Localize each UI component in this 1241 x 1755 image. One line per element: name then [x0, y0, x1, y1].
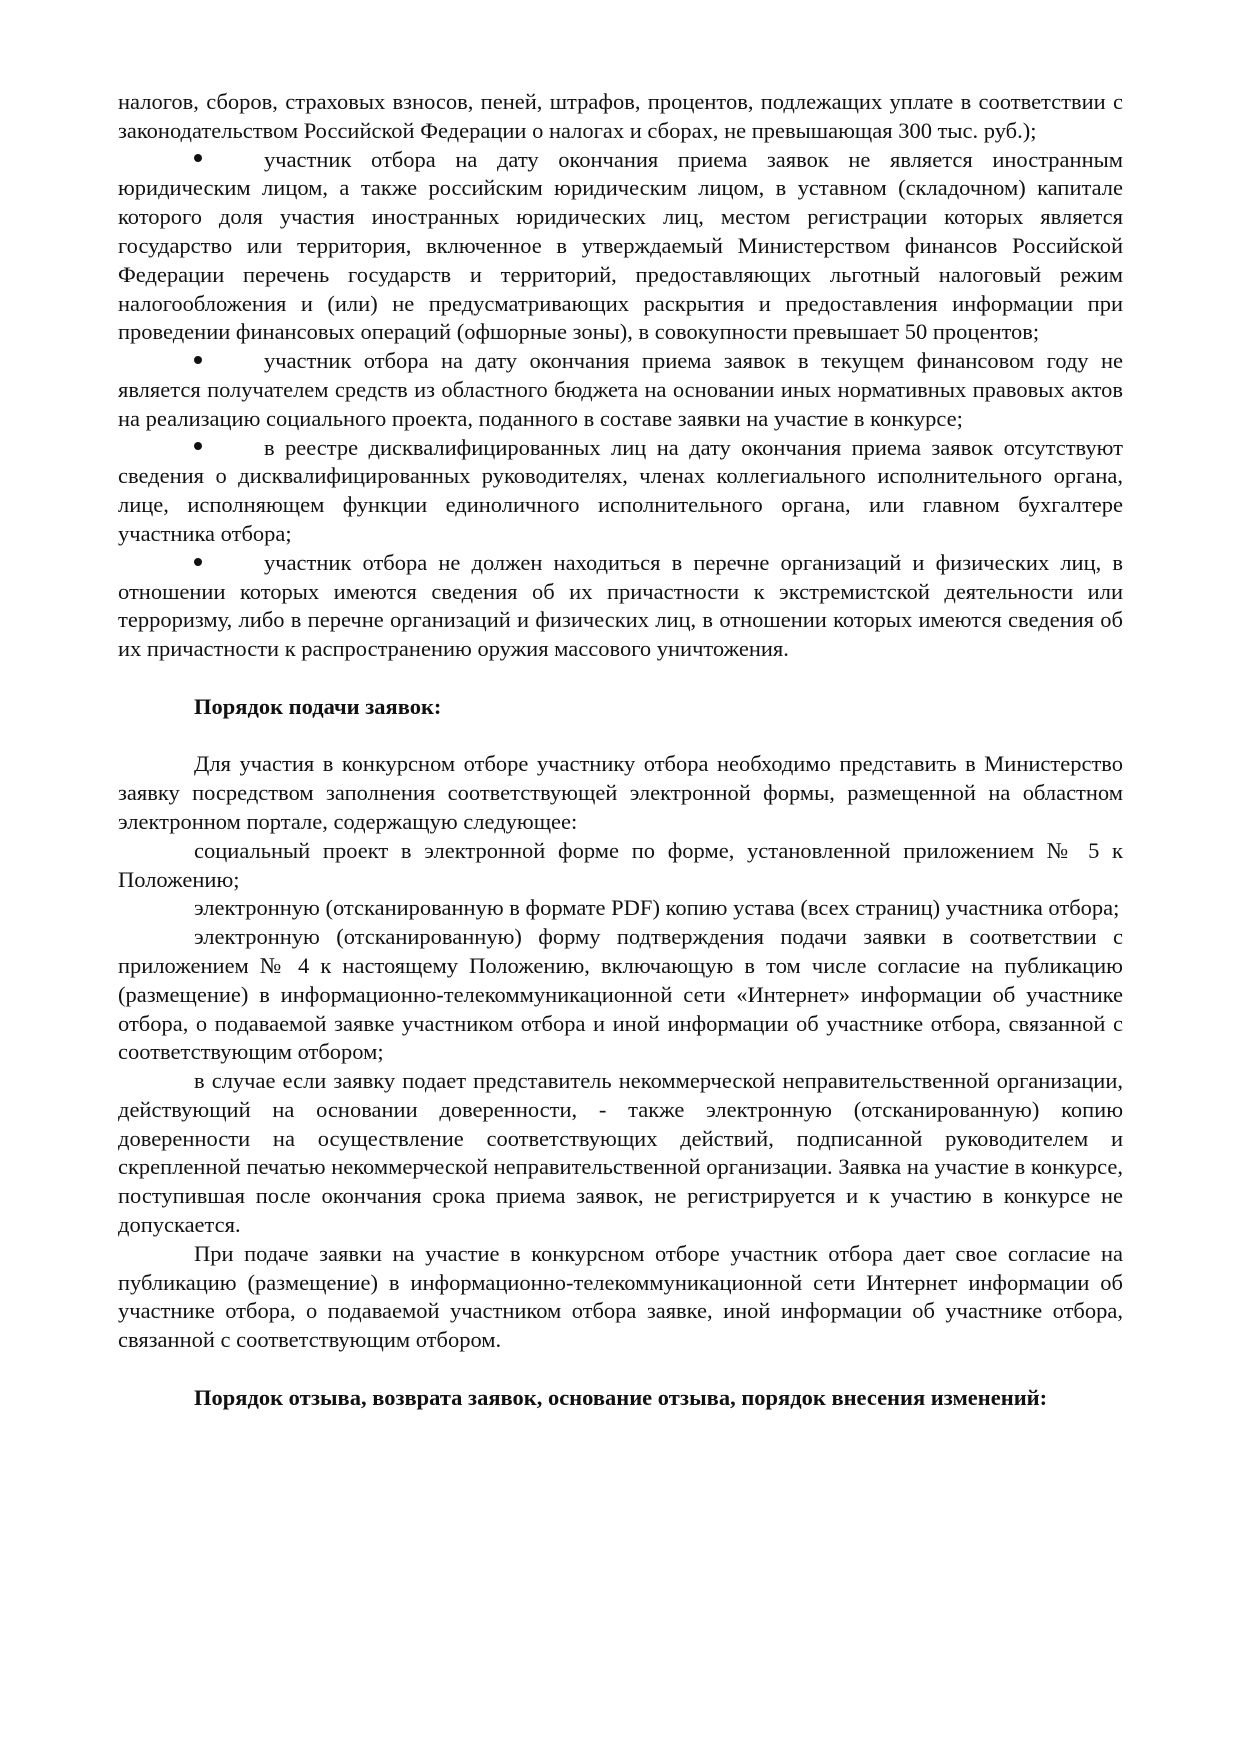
section-paragraph: электронную (отсканированную) форму подтверждения подачи заявки в соответствии с приложением № 4 к настоящему Положению, включающую в том числе согласие на публикацию (размещение) в информационно-телекоммуникационной сети «Интернет» информации об участнике отбора, о подаваемой заявке участником отбора и иной информации об участнике отбора, связанной с соответствующим отбором; [118, 924, 1123, 1065]
bullet-item-budget-funds [118, 347, 1123, 433]
bullet-icon [118, 549, 264, 578]
section-paragraph: в случае если заявку подает представитель некоммерческой неправительственной организации, действующий на основании доверенности, - также электронную (отсканированную) копию доверенности на осуществление соответствующих действий, подписанной руководителем и скрепленной печатью некоммерческой неправительственной организации. Заявка на участие в конкурсе, поступившая после окончания срока приема заявок, не регистрируется и к участию в конкурсе не допускается. [118, 1068, 1123, 1238]
section-paragraph: социальный проект в электронной форме по форме, установленной приложением № 5 к Положению; [118, 837, 1123, 892]
continuation-paragraph: налогов, сборов, страховых взносов, пеней, штрафов, процентов, подлежащих уплате в соответствии с законодательством Российской Федерации о налогах и сборах, не превышающая 300 тыс. руб.); [118, 89, 1123, 143]
bullet-item-foreign-entity [118, 146, 1123, 348]
spacer [118, 722, 1123, 751]
bullet-item-extremism-list [118, 549, 1123, 664]
bullet-item-disqualified-registry [118, 434, 1123, 549]
document-page [118, 88, 1123, 1413]
bullet-icon [118, 146, 264, 175]
section-paragraph: электронную (отсканированную в формате PDF) копию устава (всех страниц) участника отбора; [194, 895, 1120, 921]
bullet-text: в реестре дисквалифицированных лиц на дату окончания приема заявок отсутствуют сведения о дисквалифицированных руководителях, членах коллегиального исполнительного органа, лице, исполняющем функции единоличного исполнительного органа, или главном бухгалтере участника отбора; [118, 434, 1123, 546]
section-paragraph: При подаче заявки на участие в конкурсном отборе участник отбора дает свое согласие на публикацию (размещение) в информационно-телекоммуникационной сети Интернет информации об участнике отбора, о подаваемой участником отбора заявке, иной информации об участнике отбора, связанной с соответствующим отбором. [118, 1240, 1123, 1353]
bullet-icon [118, 434, 264, 463]
bullet-text: участник отбора на дату окончания приема заявок в текущем финансовом году не является получателем средств из областного бюджета на основании иных нормативных правовых актов на реализацию социального проекта, поданного в составе заявки на участие в конкурсе; [118, 348, 1123, 431]
spacer [118, 1355, 1123, 1384]
section-heading-submission: Порядок подачи заявок: [194, 693, 442, 719]
bullet-icon [118, 347, 264, 376]
section-paragraph: Для участия в конкурсном отборе участнику отбора необходимо представить в Министерство заявку посредством заполнения соответствующей электронной формы, размещенной на областном электронном портале, содержащую следующее: [118, 751, 1123, 834]
spacer [118, 664, 1123, 693]
bullet-text: участник отбора на дату окончания приема заявок не является иностранным юридическим лицом, а также российским юридическим лицом, в уставном (складочном) капитале которого доля участия иностранных юридических лиц, местом регистрации которых является государство или территория, включенное в утверждаемый Министерством финансов Российской Федерации перечень государств и территорий, предоставляющих льготный налоговый режим налогообложения и (или) не предусматривающих раскрытия и предоставления информации при проведении финансовых операций (офшорные зоны), в совокупности превышает 50 процентов; [118, 146, 1123, 345]
section-heading-withdrawal: Порядок отзыва, возврата заявок, основание отзыва, порядок внесения изменений: [194, 1384, 1048, 1410]
bullet-text: участник отбора не должен находиться в перечне организаций и физических лиц, в отношении которых имеются сведения об их причастности к экстремистской деятельности или терроризму, либо в перечне организаций и физических лиц, в отношении которых имеются сведения об их причастности к распространению оружия массового уничтожения. [118, 549, 1123, 662]
